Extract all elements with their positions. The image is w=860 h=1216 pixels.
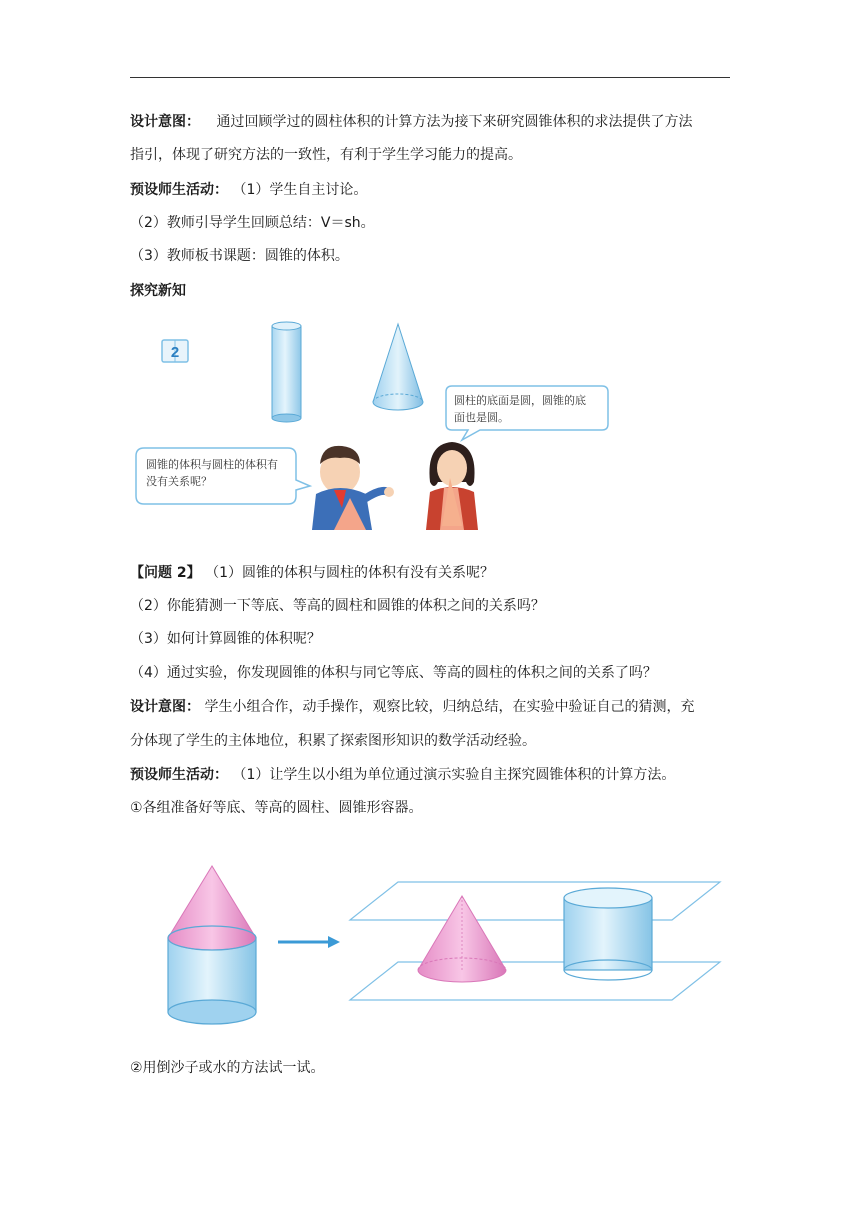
cylinder-with-cone-on-top xyxy=(168,866,256,1024)
activity-step-2: ②用倒沙子或水的方法试一试。 xyxy=(130,1060,325,1076)
design-intent-line-1 xyxy=(130,112,692,132)
activity-line-1 xyxy=(130,180,367,200)
bubble-right-line: 圆柱的底面是圆，圆锥的底 xyxy=(454,394,586,407)
question-item: （4）通过实验，你发现圆锥的体积与同它等底、等高的圆柱的体积之间的关系了吗？ xyxy=(130,665,657,681)
design-intent-text: 通过回顾学过的圆柱体积的计算方法为接下来研究圆锥体积的求法提供了方法 xyxy=(216,114,693,130)
cone-shape xyxy=(373,324,423,410)
activity-label: 预设师生活动： xyxy=(130,767,228,783)
activity-step-1: ①各组准备好等底、等高的圆柱、圆锥形容器。 xyxy=(130,800,423,816)
bubble-left-text xyxy=(146,456,278,490)
textbook-illustration xyxy=(130,312,630,544)
question-item: （1）圆锥的体积与圆柱的体积有没有关系呢？ xyxy=(205,565,494,581)
question-line-1 xyxy=(130,563,494,583)
girl-illustration xyxy=(426,442,478,530)
experiment-illustration xyxy=(160,862,726,1030)
book-icon xyxy=(162,340,188,362)
book-number: 2 xyxy=(170,344,180,361)
activity-2-line-1 xyxy=(130,765,675,785)
cylinder-between-planes xyxy=(564,888,652,980)
question-item: （2）你能猜测一下等底、等高的圆柱和圆锥的体积之间的关系吗？ xyxy=(130,598,545,614)
header-rule xyxy=(130,77,730,78)
design-intent-2-line-1 xyxy=(130,697,694,717)
question-item: （3）如何计算圆锥的体积呢？ xyxy=(130,631,321,647)
design-intent-label: 设计意图： xyxy=(130,699,200,715)
activity-item: （3）教师板书课题：圆锥的体积。 xyxy=(130,248,349,264)
activity-item: （2）教师引导学生回顾总结：V＝sh。 xyxy=(130,215,375,231)
cone-between-planes xyxy=(418,896,506,982)
cylinder-shape xyxy=(272,322,301,422)
design-intent-text: 学生小组合作，动手操作，观察比较，归纳总结，在实验中验证自己的猜测，充 xyxy=(204,699,695,715)
design-intent-2-line-2: 分体现了学生的主体地位，积累了探索图形知识的数学活动经验。 xyxy=(130,733,536,749)
bubble-right-text xyxy=(454,392,586,426)
right-arrow-icon xyxy=(278,936,340,948)
parallel-planes xyxy=(350,882,720,1000)
activity-label: 预设师生活动： xyxy=(130,182,228,198)
bubble-left-line: 没有关系呢？ xyxy=(146,475,212,488)
bubble-right-line: 面也是圆。 xyxy=(454,411,509,424)
design-intent-label: 设计意图： xyxy=(130,114,200,130)
boy-illustration xyxy=(312,446,394,530)
activity-item: （1）学生自主讨论。 xyxy=(232,182,368,198)
design-intent-line-2: 指引，体现了研究方法的一致性，有利于学生学习能力的提高。 xyxy=(130,147,522,163)
activity-text: （1）让学生以小组为单位通过演示实验自主探究圆锥体积的计算方法。 xyxy=(232,767,676,783)
section-title: 探究新知 xyxy=(130,283,186,299)
bubble-left-line: 圆锥的体积与圆柱的体积有 xyxy=(146,458,278,471)
question-label: 【问题 2】 xyxy=(130,565,201,581)
